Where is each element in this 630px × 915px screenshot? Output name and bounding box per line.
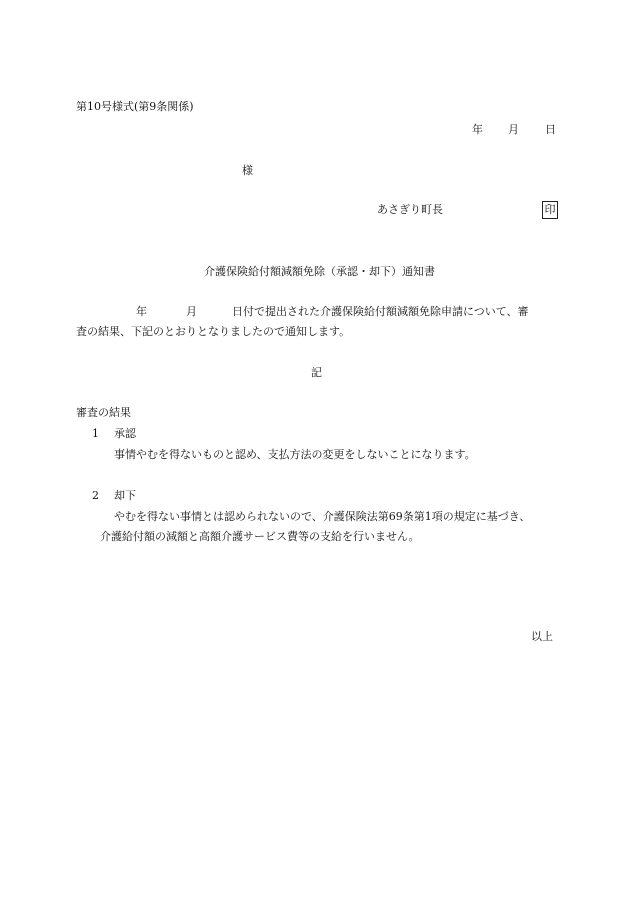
addressee-suffix: 様	[242, 164, 253, 177]
item-1-number: 1	[92, 427, 99, 440]
ki-marker: 記	[311, 366, 322, 379]
item-1-text: 事情やむを得ないものと認め、支払方法の変更をしないことになります。	[114, 448, 476, 461]
intro-line2-text: 査の結果、下記のとおりとなりましたので通知します。	[76, 325, 351, 338]
result-heading: 審査の結果	[76, 406, 131, 419]
item-1-label: 承認	[114, 427, 136, 440]
document-title: 介護保険給付額減額免除（承認・却下）通知書	[204, 265, 435, 278]
intro-line1-text: 日付で提出された介護保険給付額減額免除申請について、審	[232, 305, 529, 318]
closing-mark: 以上	[531, 630, 553, 643]
item-2-text-line1: やむを得ない事情とは認められないので、介護保険法第69条第1項の規定に基づき、	[114, 510, 531, 523]
intro-year-label: 年	[136, 305, 147, 318]
issuer-name: あさぎり町長	[377, 203, 443, 216]
item-2-number: 2	[92, 489, 99, 502]
intro-month-label: 月	[186, 305, 197, 318]
seal-stamp: 印	[542, 201, 558, 219]
date-day-label: 日	[545, 123, 556, 136]
item-2-label: 却下	[114, 489, 136, 502]
item-2-text-line2: 介護給付額の減額と高額介護サービス費等の支給を行いません。	[100, 530, 420, 543]
date-month-label: 月	[508, 123, 519, 136]
date-year-label: 年	[472, 123, 483, 136]
form-number: 第10号様式(第9条関係)	[76, 100, 194, 113]
